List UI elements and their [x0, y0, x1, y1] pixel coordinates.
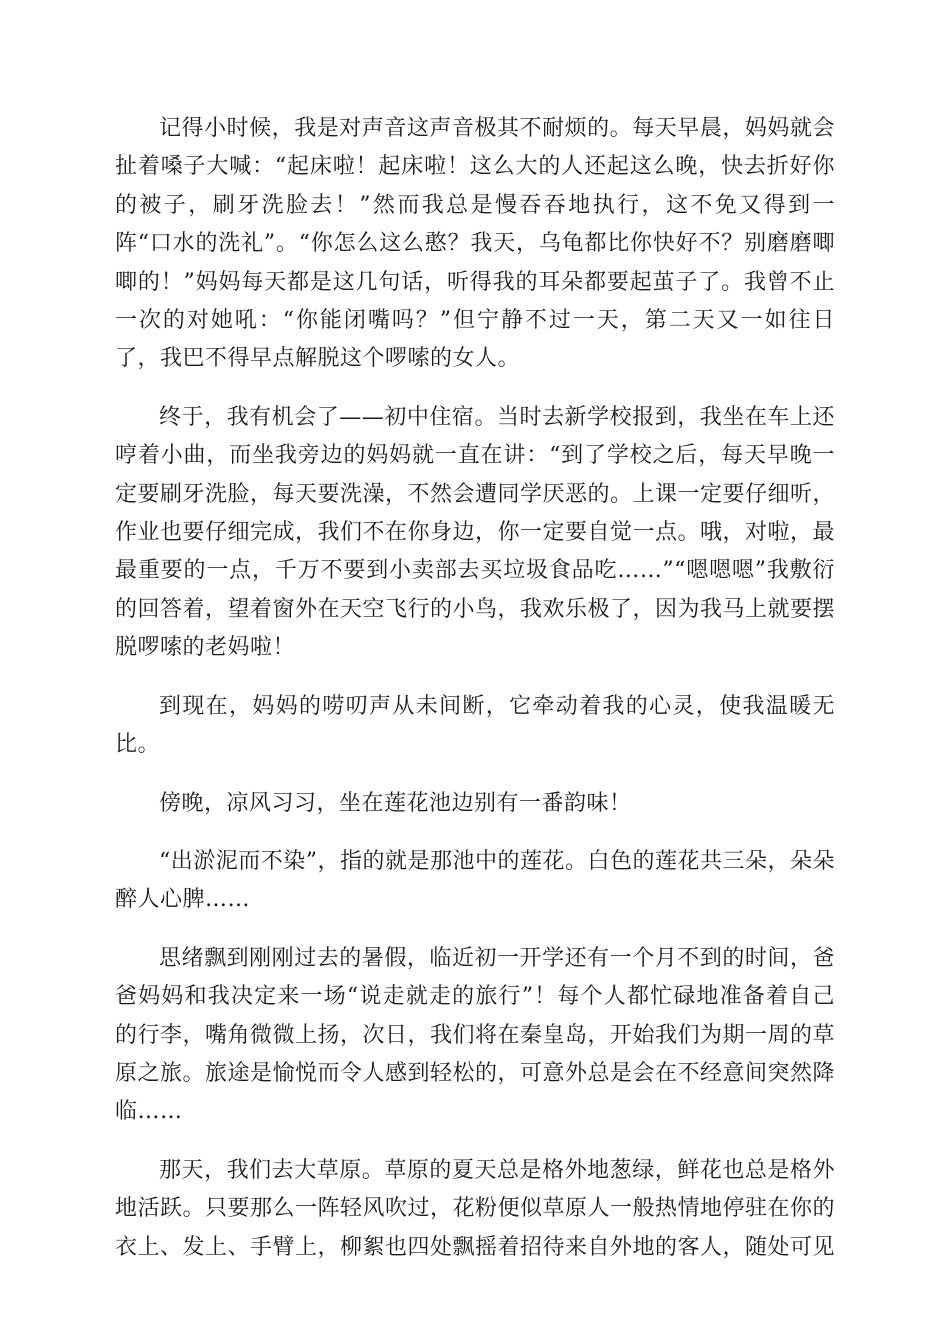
paragraph-summer-trip: 思绪飘到刚刚过去的暑假，临近初一开学还有一个月不到的时间，爸爸妈妈和我决定来一场“说走就走的旅行”！每个人都忙碌地准备着自己的行李，嘴角微微上扬，次日，我们将在秦皇岛，开始我们为期一周的草原之旅。旅途是愉悦而令人感到轻松的，可意外总是会在不经意间突然降临……: [115, 945, 836, 1125]
paragraph-lotus-flowers: “出淤泥而不染”，指的就是那池中的莲花。白色的莲花共三朵，朵朵醉人心脾……: [115, 848, 835, 913]
paragraph-nagging-now: 到现在，妈妈的唠叨声从未间断，它牵动着我的心灵，使我温暖无比。: [115, 693, 835, 758]
document-body: [115, 110, 835, 1287]
paragraph-boarding-school: 终于，我有机会了——初中住宿。当时去新学校报到，我坐在车上还哼着小曲，而坐我旁边的妈妈就一直在讲：“到了学校之后，每天早晚一定要刷牙洗脸，每天要洗澡，不然会遭同学厌恶的。上课一定要仔细听，作业也要仔细完成，我们不在你身边，你一定要自觉一点。哦，对啦，最最重要的一点，千万不要到小卖部去买垃圾食品吃……”“嗯嗯嗯”我敷衍的回答着，望着窗外在天空飞行的小鸟，我欢乐极了，因为我马上就要摆脱啰嗦的老妈啦！: [115, 404, 836, 661]
paragraph-memory-of-mother: 记得小时候，我是对声音这声音极其不耐烦的。每天早晨，妈妈就会扯着嗓子大喊：“起床啦！起床啦！这么大的人还起这么晚，快去折好你的被子，刷牙洗脸去！”然而我总是慢吞吞地执行，这不免又得到一阵“口水的洗礼”。“你怎么这么憨？我天，乌龟都比你快好不？别磨磨唧唧的！”妈妈每天都是这几句话，听得我的耳朵都要起茧子了。我曾不止一次的对她吼：“你能闭嘴吗？”但宁静不过一天，第二天又一如往日了，我巴不得早点解脱这个啰嗦的女人。: [115, 116, 835, 372]
paragraph-evening-lotus-pond: 傍晚，凉风习习，坐在莲花池边别有一番韵味！: [159, 790, 632, 816]
paragraph-grassland: 那天，我们去大草原。草原的夏天总是格外地葱绿，鲜花也总是格外地活跃。只要那么一阵轻风吹过，花粉便似草原人一般热情地停驻在你的衣上、发上、手臂上，柳絮也四处飘摇着招待来自外地的客人，随处可见: [115, 1157, 836, 1260]
